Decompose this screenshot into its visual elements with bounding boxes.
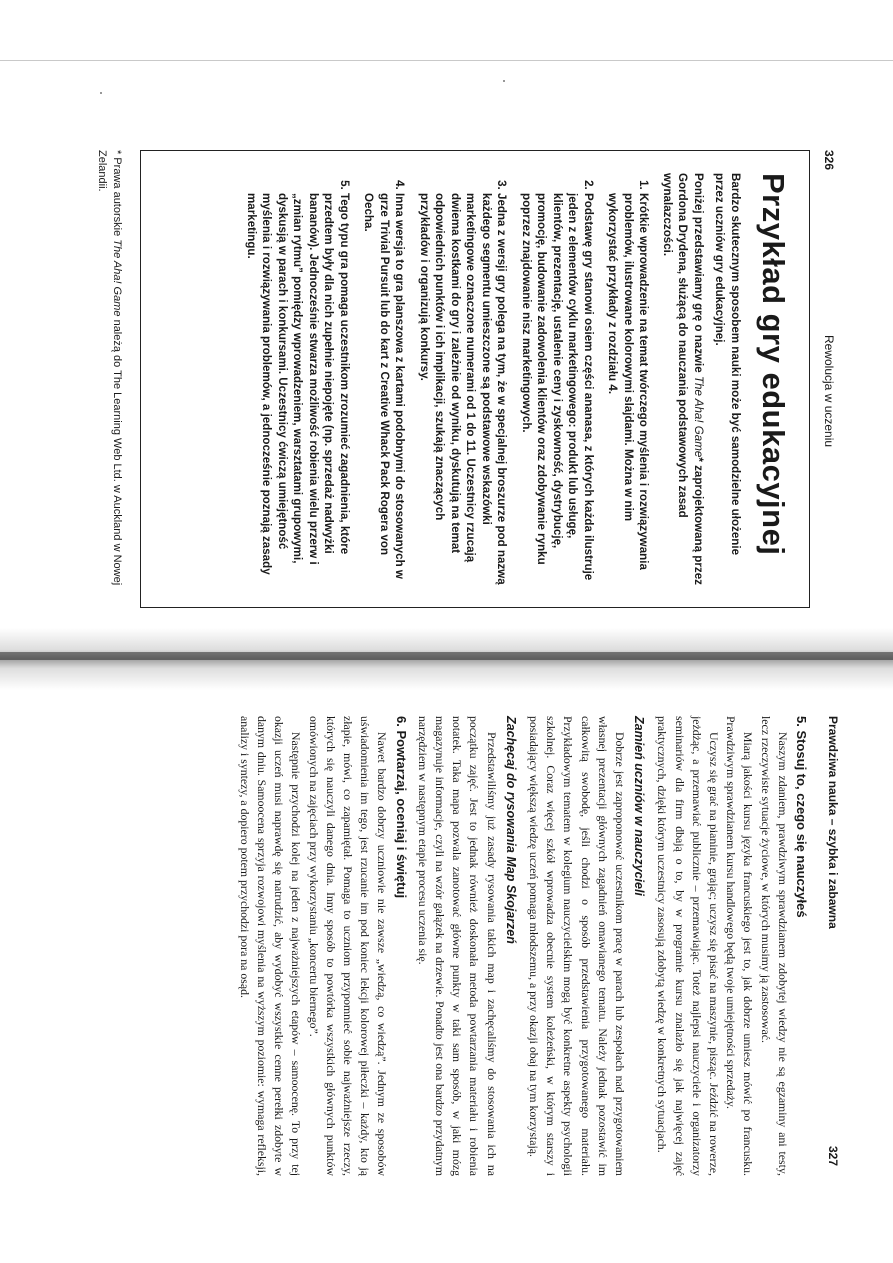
footnote: * Prawa autorskie The Aha! Game należą do The Learning Web Ltd. w Auckland w Nowej Zelandii. (96, 150, 123, 586)
section-heading: 6. Powtarzaj, oceniaj i świętuj (393, 716, 409, 899)
box-title: Przykład gry edukacyjnej (756, 173, 791, 556)
list-item: 5. Tego typu gra pomaga uczestnikom zrozumieć zagadnienia, które przedtem były dla nich zupełnie niepojęte (np. sprzedaż nadwyżki bananów). Jednocześnie stwarza możliwość robienia wielu przerw i „zmian rytmu” pomiędzy wprowadzeniem, warsztatami grupowymi, dyskusją w parach i konkursami. Uczestnicy ćwiczą umiejętność myślenia i rozwiązywania problemów, a jednocześnie poznają zasady marketingu. (244, 193, 353, 585)
paragraph: Następnie przychodzi kolej na jeden z najważniejszych etapów – samoocenę. To przy tej okazji uczeń musi naprawdę się natrudzić, aby wydobyć wszystkie cenne perełki zdobyte w danym dniu. Samoocena sprzyja rozwojowi myślenia na wyższym poziomie: wymaga refleksji, analizy i syntezy, a dopiero potem przychodzi pora na osąd. (237, 716, 304, 1176)
subsection-heading: Zamień uczniów w nauczycieli (632, 716, 647, 896)
book-gutter (0, 652, 893, 660)
paragraph: Nawet bardzo dobrzy uczniowie nie zawsze „wiedzą, co wiedzą”. Jednym ze sposobów uświadomienia im tego, jest rzucanie im pod koniec lekcji kolorowej piłeczki – każdy, kto ją złapie, mówi, co zapamiętał. Pomaga to uczniom przypomnieć sobie najważniejsze rzeczy, których się nauczyli danego dnia. Inny sposób to powtórka wszystkich głównych punktów omówionych na zajęciach przy wykorzystaniu „koncertu biernego”. (306, 716, 390, 1176)
scan-speck (503, 80, 505, 82)
page-327 (60, 716, 840, 1176)
scan-speck (100, 92, 102, 94)
page-326 (96, 150, 836, 620)
box-intro: Bardzo skutecznym sposobem nauki może być samodzielne ułożenie przez uczniów gry edukacyjnej. (713, 173, 742, 556)
box-list (244, 173, 652, 585)
subsection-heading: Zachęcaj do rysowania Map Skojarzeń (503, 716, 518, 944)
paragraph: Uczysz się grać na pianinie, grając; uczysz się pisać na maszynie, pisząc. Jeździć na rowerze, jeżdżąc, a przemawiać publicznie – przemawiając. Toteż najlepsi nauczyciele i organizatorzy seminariów dla firm dbają o to, by w programie kursu znalazło się jak najwięcej zajęć praktycznych, dzięki którym uczestnicy zasosują zdobytą wiedzę w konkretnych sytuacjach. (655, 716, 721, 1176)
page-number: 326 (822, 150, 836, 171)
paragraph: Przedstawiliśmy już zasady rysowania takich map i zachęcaliśmy do stosowania ich na początku zajęć. Jest to jednak również doskonała metoda powtarzania materiału i robienia notatek. Taka mapa pozwala zanotować główne punkty w taki sam sposób, w jaki mózg magazynuje informacje, czyli na wzór gałązek na drzewie. Ponadto jest ona bardzo przydatnym narzędziem w następnym etapie procesu uczenia się. (415, 716, 499, 1176)
paragraph: Naszym zdaniem, prawdziwym sprawdzianem zdobytej wiedzy nie są egzaminy ani testy, lecz rzeczywiste sytuacje życiowe, w których musimy ją zastosować. (758, 716, 790, 1176)
list-item: 1. Krótkie wprowadzenie na temat twórczego myślenia i rozwiązywania problemów, ilustrowane kolorowymi slajdami. Można w nim wykorzystać przykłady z rozdziału 4. (605, 193, 652, 585)
paragraph: Dobrze jest zaproponować uczestnikom pracę w parach lub zespołach nad przygotowaniem własnej prezentacji głównych zagadnień omawianego tematu. Należy jednak pozostawić im całkowitą swobodę, jeśli chodzi o sposób przedstawienia przygotowanego materiału. Przykładowym tematem w kolegium nauczycielskim mogą być konkretne aspekty psychologii szkolnej. Coraz więcej szkół wprowadza obecnie system koleżeński, w którym starszy i posiadający większą wiedzę uczeń pomaga młodszemu, a przy okazji obaj na tym korzystają. (526, 716, 627, 1176)
page-number: 327 (826, 1146, 840, 1167)
paragraph: Miarą jakości kursu języka francuskiego jest to, jak dobrze umiesz mówić po francusku. Prawdziwym sprawdzianem kursu handlowego będą twoje umiejętności sprzedaży. (724, 716, 756, 1176)
list-item: 2. Podstawę gry stanowi osiem części ananasa, z których każda ilustruje jeden z elementów cyklu marketingowego: produkt lub usługę, klientów, prezentację, ustalenie ceny i zyskowność, dystrybucję, promocję, budowanie zadowolenia klientów oraz zdobywanie rynku poprzez znajdowanie nisz marketingowych. (519, 193, 597, 585)
game-example-box (140, 150, 810, 608)
list-item: 3. Jedna z wersji gry polega na tym, że w specjalnej broszurze pod nazwą każdego segmentu umieszczone są podstawowe wskazówki marketingowe oznaczone numerami od 1 do 11. Uczestnicy rzucają dwiema kostkami do gry i zależnie od wyniku, dyskutują na temat odpowiednich punktów i ich implikacji, szukają znaczących przykładów i organizują konkursy. (417, 193, 510, 585)
running-head: Rewolucja w uczeniu (822, 335, 836, 448)
box-paragraph: Poniżej przedstawiamy grę o nazwie The Aha! Game* zaprojektowaną przez Gordona Drydena, służącą do nauczania podstawowych zasad wynalazczości. (661, 173, 705, 585)
text-column (236, 716, 815, 1176)
list-item: 4. Inna wersja to gra planszowa z kartami podobnymi do stosowanych w grze Trivial Pursuit lub do kart z Creative Whack Pack Rogera von Oecha. (361, 193, 408, 585)
section-heading: 5. Stosuj to, czego się nauczyłeś (794, 716, 809, 918)
running-head: Prawdziwa nauka – szybka i zabawna (826, 716, 840, 929)
scan-edge-line (0, 60, 893, 61)
